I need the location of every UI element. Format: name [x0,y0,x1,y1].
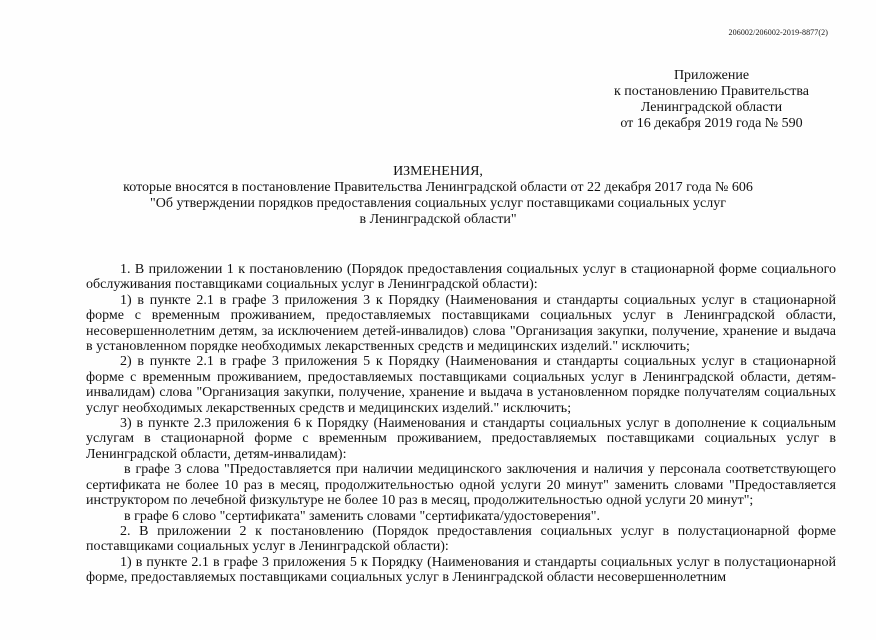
title-line: в Ленинградской области" [359,212,517,227]
paragraph: 1) в пункте 2.1 в графе 3 приложения 5 к Порядку (Наименования и стандарты социальных услуг в полустационарной форме, предоставляемых поставщиками социальных услуг в Ленинградской области несовершеннолетним [86,554,836,586]
appendix-block [614,68,809,132]
paragraph: 2) в пункте 2.1 в графе 3 приложения 5 к Порядку (Наименования и стандарты социальных услуг в стационарной форме с временным проживанием, предоставляемых поставщиками социальных услуг в Ленинградской области, детям-инвалидам) слова "Организация закупки, получение, хранение и выдача в установленном порядке получателям социальных услуг необходимых лекарственных средств и медицинских изделий." исключить; [86,354,836,416]
document-body [86,262,836,586]
paragraph: 3) в пункте 2.3 приложения 6 к Порядку (Наименования и стандарты социальных услуг в дополнение к социальным услугам в стационарной форме с временным проживанием, предоставляемых поставщиками социальных услуг в Ленинградской области, детям-инвалидам): [86,416,836,462]
title-line: "Об утверждении порядков предоставления социальных услуг поставщиками социальных услуг [150,196,726,211]
appendix-line: к постановлению Правительства [614,84,810,99]
appendix-line: Ленинградской области [640,100,783,115]
paragraph: в графе 3 слова "Предоставляется при наличии медицинского заключения и наличия у персонала соответствующего сертификата не более 10 раз в месяц, продолжительностью одной услуги 20 минут" заменить словами "Предоставляется инструктором по лечебной физкультуре не более 10 раз в месяц, продолжительностью одной услуги 20 минут"; [86,462,836,509]
document-heading: ИЗМЕНЕНИЯ, [393,164,483,179]
paragraph: 1) в пункте 2.1 в графе 3 приложения 3 к Порядку (Наименования и стандарты социальных услуг в стационарной форме с временным проживанием, предоставляемых поставщиками социальных услуг в Ленинградской области, несовершеннолетним детям, за исключением детей-инвалидов) слова "Организация закупки, получение, хранение и выдача в установленном порядке необходимых лекарственных средств и медицинских изделий." исключить; [86,292,836,355]
paragraph: 1. В приложении 1 к постановлению (Порядок предоставления социальных услуг в стационарной форме социального обслуживания поставщиками социальных услуг в Ленинградской области): [86,262,836,293]
title-line: которые вносятся в постановление Правительства Ленинградской области от 22 декабря 2017 года № 606 [123,180,753,195]
paragraph: 2. В приложении 2 к постановлению (Порядок предоставления социальных услуг в полустационарной форме поставщиками социальных услуг в Ленинградской области): [86,523,836,555]
paragraph: в графе 6 слово "сертификата" заменить словами "сертификата/удостоверения". [124,508,600,524]
title-block [0,164,876,228]
appendix-line: от 16 декабря 2019 года № 590 [620,116,803,131]
appendix-line: Приложение [673,68,750,83]
document-id: 206002/206002-2019-8877(2) [728,28,828,37]
